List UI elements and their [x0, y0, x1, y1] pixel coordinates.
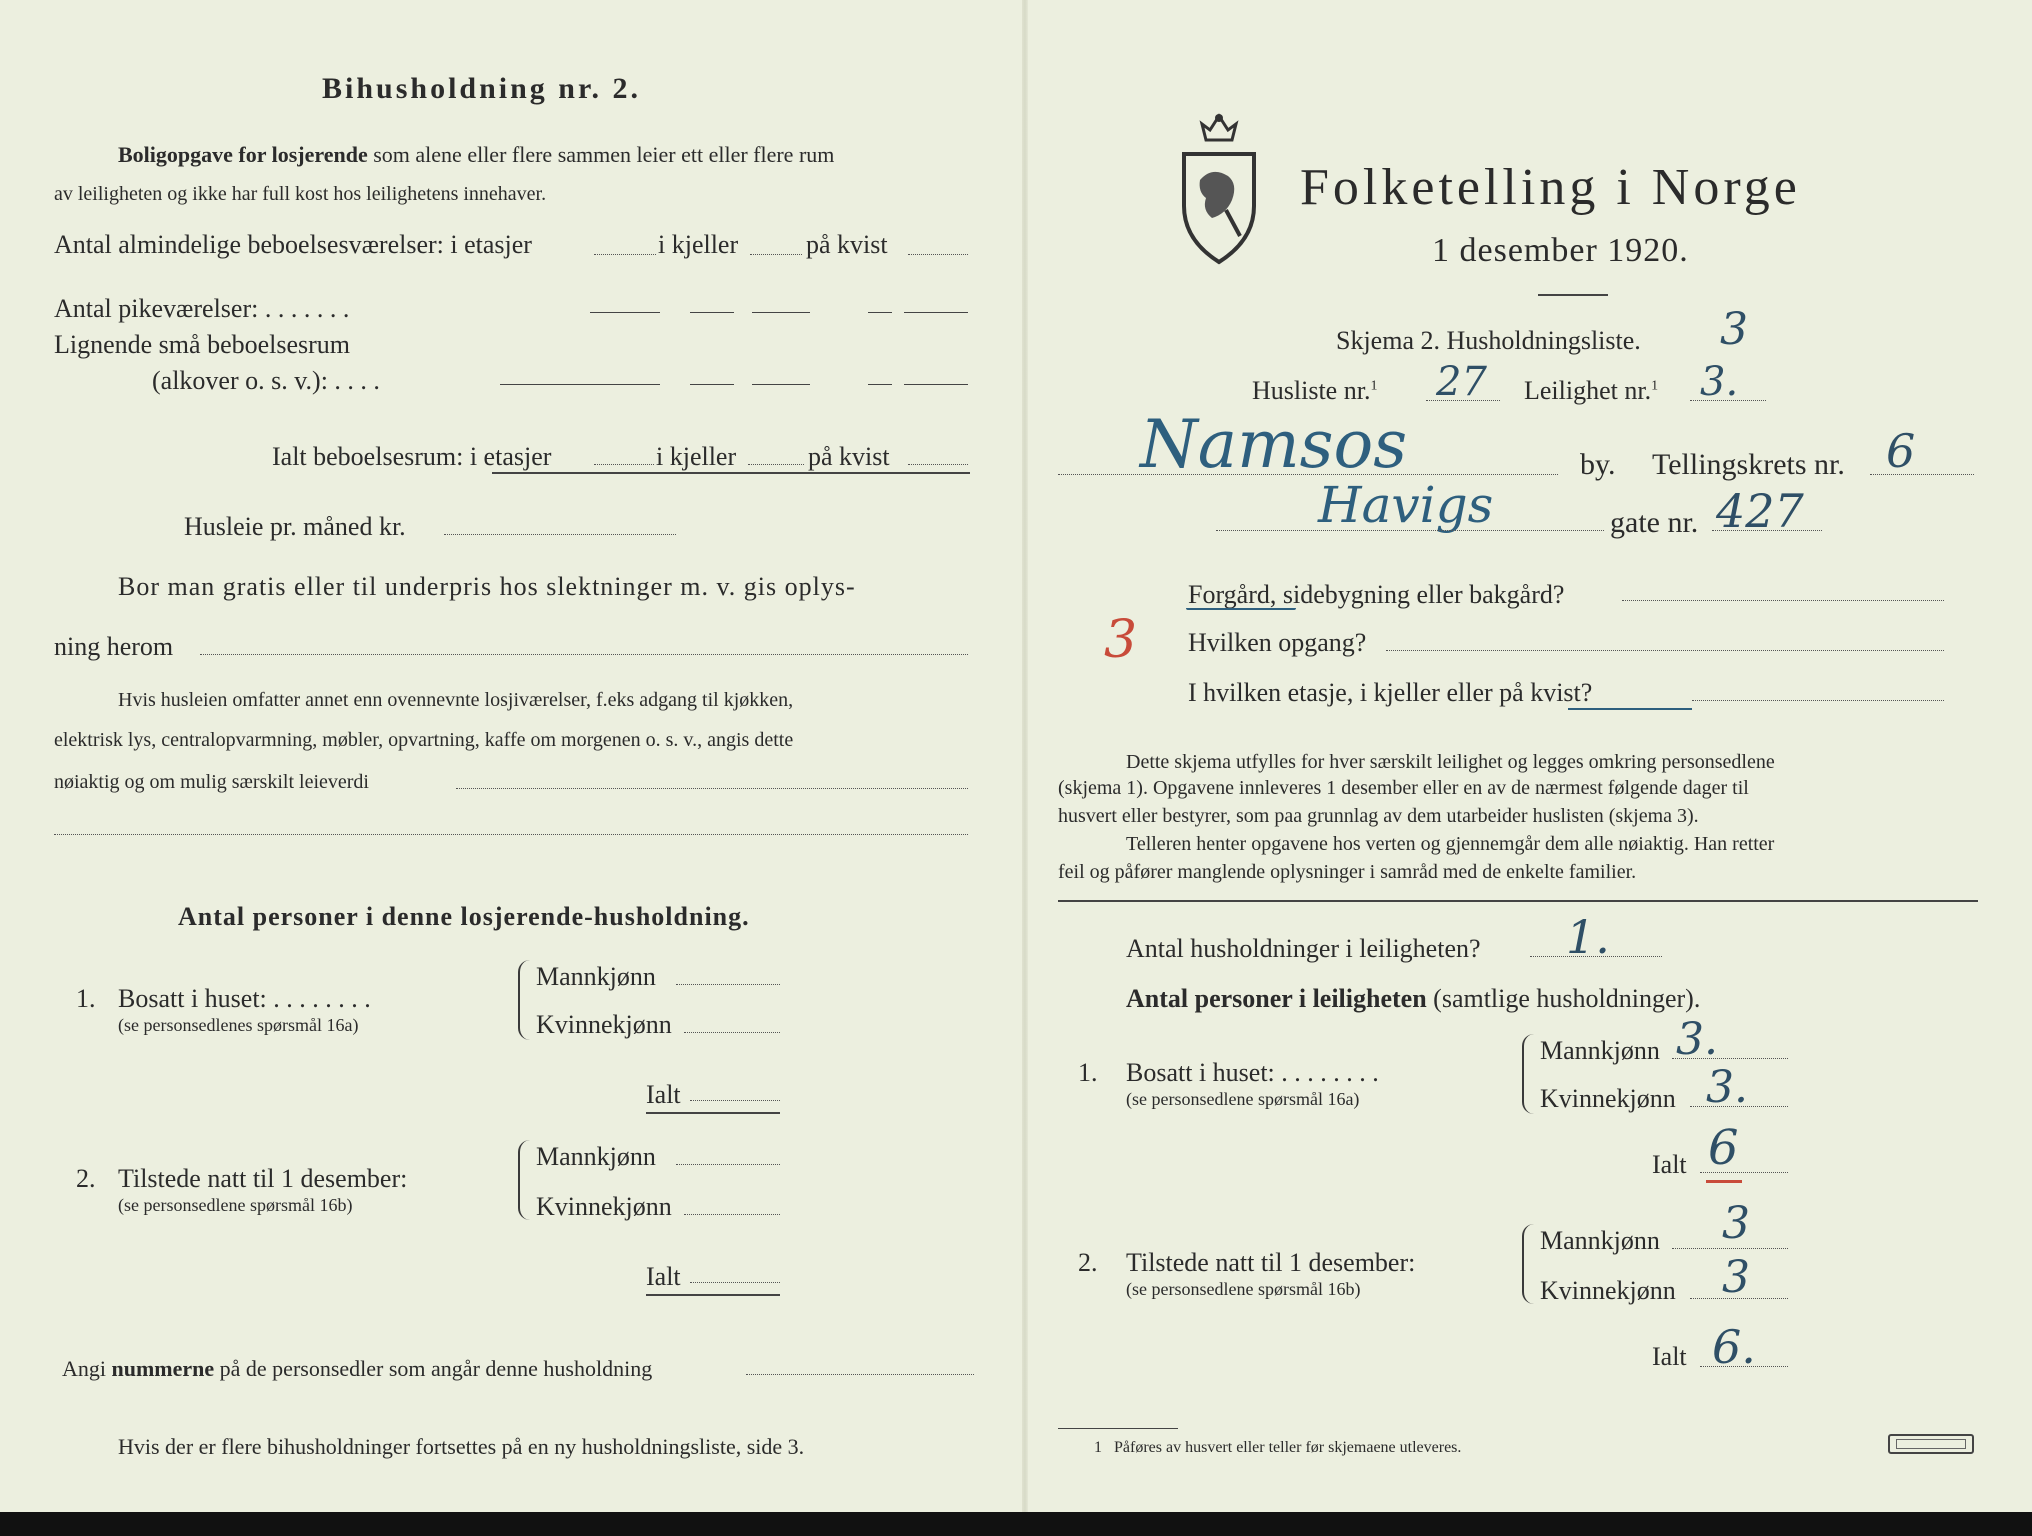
intro-line-2: av leiligheten og ikke har full kost hos leilighetens innehaver.	[54, 183, 547, 205]
person-numbers-label: Angi nummerne på de personsedler som angår denne husholdning	[62, 1356, 653, 1381]
yard-field[interactable]	[1622, 600, 1944, 601]
instruction-line-1: Dette skjema utfylles for hver særskilt leilighet og legges omkring personsedlene	[1126, 751, 1775, 773]
total-rooms-cellar-field[interactable]	[748, 464, 804, 465]
right-q2-brace	[1522, 1224, 1536, 1304]
floor-underline-mark	[1568, 708, 1692, 710]
left-q1-number: 1.	[76, 984, 96, 1013]
extra-line-3: nøiaktig og om mulig særskilt leieverdi	[54, 771, 369, 793]
left-q2-male-field[interactable]	[676, 1164, 780, 1165]
left-q2-brace	[518, 1140, 532, 1220]
right-q1-number: 1.	[1078, 1058, 1098, 1087]
right-q1-male-field	[1672, 1058, 1788, 1059]
left-q1-female-label: Kvinnekjønn	[536, 1010, 672, 1039]
right-q1-brace	[1522, 1034, 1536, 1114]
rooms-cellar-field[interactable]	[750, 254, 802, 255]
left-q2-sub: (se personsedlene spørsmål 16b)	[118, 1195, 353, 1215]
street-suffix: gate nr.	[1610, 506, 1699, 539]
left-q1-male-field[interactable]	[676, 984, 780, 985]
intro-line-1: Boligopgave for losjerende som alene eller flere sammen leier ett eller flere rum	[118, 142, 835, 167]
floor-field[interactable]	[1692, 700, 1944, 701]
entrance-mark: 3	[1104, 610, 1138, 670]
yard-question: Forgård, sidebygning eller bakgård?	[1188, 580, 1565, 609]
instruction-line-2: (skjema 1). Opgavene innleveres 1 desember eller en av de nærmest følgende dager til	[1058, 777, 1749, 799]
left-q2-number: 2.	[76, 1164, 96, 1193]
rent-field[interactable]	[444, 534, 676, 535]
city-suffix: by.	[1580, 448, 1616, 481]
right-q1-male-value[interactable]: 3.	[1676, 1014, 1718, 1065]
schema-label: Skjema 2. Husholdningsliste.	[1336, 326, 1641, 355]
street-number-field	[1712, 530, 1822, 531]
left-q1-label: Bosatt i huset: . . . . . . . .	[118, 984, 371, 1013]
small-rooms-label-2: (alkover o. s. v.): . . . .	[152, 366, 380, 395]
small-rooms-dash-field[interactable]	[752, 384, 810, 385]
district-value[interactable]: 6	[1886, 424, 1916, 478]
apartment-field	[1690, 400, 1766, 401]
households-field	[1530, 956, 1662, 957]
right-q2-male-field	[1672, 1248, 1788, 1249]
right-q1-label: Bosatt i huset: . . . . . . . .	[1126, 1058, 1379, 1087]
total-rooms-attic-label: på kvist	[808, 442, 890, 471]
small-rooms-extra-field[interactable]	[904, 384, 968, 385]
left-persons-heading: Antal personer i denne losjerende-husholdning.	[178, 902, 750, 931]
rooms-cellar-label: i kjeller	[658, 230, 739, 259]
left-q2-total-label: Ialt	[646, 1262, 681, 1291]
free-rent-line-2: ning herom	[54, 632, 174, 661]
households-question: Antal husholdninger i leiligheten?	[1126, 934, 1481, 963]
left-q1-total-label: Ialt	[646, 1080, 681, 1109]
free-rent-line-1: Bor man gratis eller til underpris hos slektninger m. v. gis oplys-	[118, 572, 856, 601]
apartment-label: Leilighet nr.$^1$	[1524, 376, 1659, 405]
right-q2-female-field	[1690, 1298, 1788, 1299]
small-rooms-cellar-field[interactable]	[690, 384, 734, 385]
norway-coat-of-arms-icon	[1176, 110, 1262, 266]
right-persons-heading: Antal personer i leiligheten (samtlige husholdninger).	[1126, 984, 1701, 1013]
entrance-field[interactable]	[1386, 650, 1944, 651]
page-fold	[1022, 0, 1028, 1512]
right-q2-label: Tilstede natt til 1 desember:	[1126, 1248, 1416, 1277]
maid-rooms-dash-field[interactable]	[752, 312, 810, 313]
left-q1-female-field[interactable]	[684, 1032, 780, 1033]
extra-field-2[interactable]	[54, 834, 968, 835]
right-q2-female-label: Kvinnekjønn	[1540, 1276, 1676, 1305]
small-rooms-label-1: Lignende små beboelsesrum	[54, 330, 351, 359]
house-list-label: Husliste nr.$^1$	[1252, 376, 1378, 405]
total-rooms-floors-field[interactable]	[594, 464, 654, 465]
right-q2-sub: (se personsedlene spørsmål 16b)	[1126, 1279, 1361, 1299]
left-q2-female-label: Kvinnekjønn	[536, 1192, 672, 1221]
extra-line-2: elektrisk lys, centralopvarmning, møbler, opvartning, kaffe om morgenen o. s. v., angis dette	[54, 729, 794, 751]
right-q2-female-value[interactable]: 3	[1722, 1252, 1750, 1303]
left-q1-male-label: Mannkjønn	[536, 962, 656, 991]
footnote-rule	[1058, 1428, 1178, 1429]
left-q2-total-field[interactable]	[690, 1282, 780, 1283]
rooms-attic-label: på kvist	[806, 230, 888, 259]
instruction-line-5: feil og påfører manglende oplysninger i samråd med de enkelte familier.	[1058, 861, 1637, 883]
rooms-floors-field[interactable]	[594, 254, 656, 255]
total-rooms-label: Ialt beboelsesrum: i etasjer	[272, 442, 552, 471]
printer-stamp-icon	[1888, 1434, 1974, 1454]
apartment-value[interactable]: 3.	[1700, 359, 1739, 405]
left-q1-total-field[interactable]	[690, 1100, 780, 1101]
maid-rooms-cellar-field[interactable]	[690, 312, 734, 313]
right-q1-sub: (se personsedlene spørsmål 16a)	[1126, 1089, 1360, 1109]
street-field	[1216, 530, 1604, 531]
free-rent-field[interactable]	[200, 654, 968, 655]
right-q1-female-value[interactable]: 3.	[1706, 1062, 1748, 1113]
right-q1-female-label: Kvinnekjønn	[1540, 1084, 1676, 1113]
house-list-field	[1426, 400, 1500, 401]
street-number-value[interactable]: 427	[1716, 484, 1804, 538]
entrance-question: Hvilken opgang?	[1188, 628, 1367, 657]
district-label: Tellingskrets nr.	[1652, 448, 1845, 481]
small-rooms-attic-field[interactable]	[868, 384, 892, 385]
house-list-value[interactable]: 27	[1436, 359, 1487, 405]
left-q1-total-rule	[646, 1112, 780, 1114]
right-q1-female-field	[1690, 1106, 1788, 1107]
left-q2-label: Tilstede natt til 1 desember:	[118, 1164, 408, 1193]
left-q1-sub: (se personsedlenes spørsmål 16a)	[118, 1015, 359, 1035]
right-q1-total-field	[1700, 1172, 1788, 1173]
person-numbers-field[interactable]	[746, 1374, 974, 1375]
right-q1-male-label: Mannkjønn	[1540, 1036, 1660, 1065]
total-rooms-cellar-label: i kjeller	[656, 442, 737, 471]
right-q1-total-value[interactable]: 6	[1708, 1120, 1739, 1176]
continue-note: Hvis der er flere bihusholdninger fortsettes på en ny husholdningsliste, side 3.	[118, 1434, 805, 1459]
right-q2-total-label: Ialt	[1652, 1342, 1687, 1371]
schema-number[interactable]: 3	[1720, 304, 1748, 355]
right-q2-total-field	[1700, 1366, 1788, 1367]
maid-rooms-label: Antal pikeværelser: . . . . . . .	[54, 294, 350, 323]
right-q2-total-value[interactable]: 6.	[1712, 1320, 1756, 1374]
maid-rooms-floors-field[interactable]	[590, 312, 660, 313]
instruction-line-4: Telleren henter opgavene hos verten og gjennemgår dem alle nøiaktig. Han retter	[1126, 833, 1775, 855]
yard-underline-mark	[1186, 608, 1296, 610]
district-field	[1870, 474, 1974, 475]
left-q2-female-field[interactable]	[684, 1214, 780, 1215]
city-field	[1058, 474, 1558, 475]
rooms-attic-field[interactable]	[908, 254, 968, 255]
right-q2-male-value[interactable]: 3	[1722, 1198, 1750, 1249]
census-date: 1 desember 1920.	[1432, 232, 1689, 269]
city-value[interactable]: Namsos	[1140, 406, 1408, 483]
left-q1-brace	[518, 960, 532, 1040]
rent-label: Husleie pr. måned kr.	[184, 512, 406, 541]
footnote: 1 Påføres av husvert eller teller før skjemaene utleveres.	[1094, 1439, 1462, 1456]
floor-question: I hvilken etasje, i kjeller eller på kvist?	[1188, 678, 1593, 707]
right-q2-number: 2.	[1078, 1248, 1098, 1277]
street-value[interactable]: Havigs	[1318, 476, 1494, 534]
left-q2-total-rule	[646, 1294, 780, 1296]
small-rooms-floors-field[interactable]	[500, 384, 660, 385]
extra-field-1[interactable]	[456, 788, 968, 789]
extra-line-1: Hvis husleien omfatter annet enn ovennevnte losjiværelser, f.eks adgang til kjøkken,	[118, 689, 794, 711]
right-q1-total-label: Ialt	[1652, 1150, 1687, 1179]
right-q2-male-label: Mannkjønn	[1540, 1226, 1660, 1255]
instruction-line-3: husvert eller bestyrer, som paa grunnlag av dem utarbeider huslisten (skjema 3).	[1058, 805, 1699, 827]
left-page-title: Bihusholdning nr. 2.	[322, 72, 642, 105]
right-q1-red-check	[1706, 1180, 1742, 1183]
left-q2-male-label: Mannkjønn	[536, 1142, 656, 1171]
form-title: Folketelling i Norge	[1300, 159, 1801, 216]
rooms-label: Antal almindelige beboelsesværelser: i etasjer	[54, 230, 532, 259]
section-divider	[1058, 900, 1978, 902]
maid-rooms-extra-field[interactable]	[904, 312, 968, 313]
maid-rooms-attic-field[interactable]	[868, 312, 892, 313]
total-rooms-rule	[492, 472, 970, 474]
total-rooms-attic-field[interactable]	[908, 464, 968, 465]
households-value[interactable]: 1.	[1566, 910, 1610, 964]
title-rule	[1538, 294, 1608, 296]
